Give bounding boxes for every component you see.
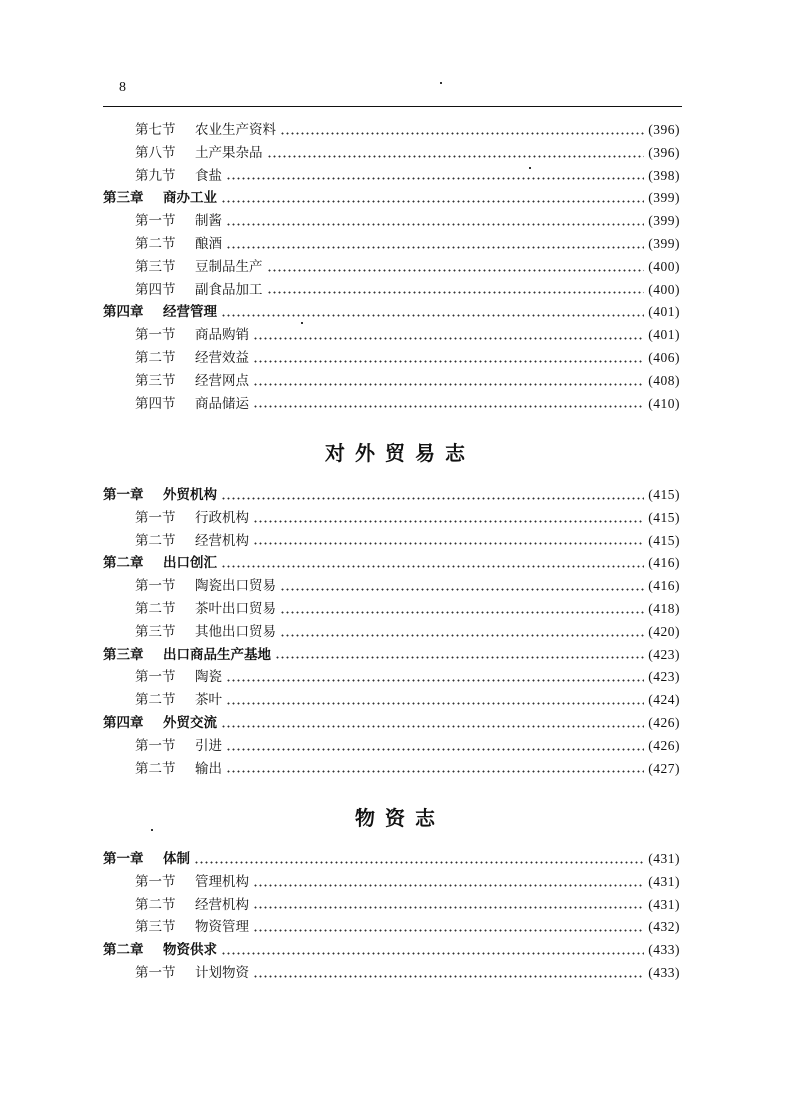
section-number: 第一节 xyxy=(135,964,176,981)
dot-leader xyxy=(221,725,644,728)
page-ref: (406) xyxy=(648,349,680,365)
section-number: 第二节 xyxy=(135,532,176,549)
section-title: 茶叶出口贸易 xyxy=(195,600,276,617)
dot-leader xyxy=(221,497,644,500)
chapter-title: 出口商品生产基地 xyxy=(163,646,271,663)
section-number: 第四节 xyxy=(135,395,176,412)
chapter-number: 第一章 xyxy=(103,487,144,503)
dot-leader xyxy=(226,702,644,705)
section-number: 第三节 xyxy=(135,258,176,275)
page-ref: (416) xyxy=(648,578,680,594)
toc-section-row xyxy=(103,233,680,256)
page-ref: (396) xyxy=(648,122,680,137)
scan-speck xyxy=(529,167,531,169)
section-title: 管理机构 xyxy=(195,873,249,890)
section-title: 计划物资 xyxy=(195,964,249,981)
section-title: 其他出口贸易 xyxy=(195,623,276,640)
toc-section-row xyxy=(103,962,680,985)
toc-section-row xyxy=(103,507,680,530)
toc-chapter-row xyxy=(103,301,680,324)
page-ref: (432) xyxy=(648,919,680,935)
section-title: 副食品加工 xyxy=(195,281,263,298)
dot-leader xyxy=(267,291,645,294)
dot-leader xyxy=(221,565,644,568)
toc-block-commerce xyxy=(103,119,680,415)
section-title: 豆制品生产 xyxy=(195,258,263,275)
toc-section-row xyxy=(103,347,680,370)
section-number: 第四节 xyxy=(135,281,176,298)
section-number: 第八节 xyxy=(135,144,176,161)
toc-section-row xyxy=(103,689,680,712)
section-number: 第三节 xyxy=(135,919,176,936)
chapter-number: 第四章 xyxy=(103,304,144,321)
page-ref: (424) xyxy=(648,692,680,708)
toc-section-row xyxy=(103,871,680,894)
page-ref: (431) xyxy=(648,896,680,912)
section-title: 行政机构 xyxy=(195,509,249,526)
section-title: 陶瓷 xyxy=(195,669,222,686)
chapter-number: 第二章 xyxy=(103,555,144,572)
toc-section-row xyxy=(103,575,680,598)
chapter-number: 第三章 xyxy=(103,646,144,663)
dot-leader xyxy=(253,975,644,978)
toc-section-row xyxy=(103,370,680,393)
toc-section-row xyxy=(103,598,680,621)
chapter-title: 外贸机构 xyxy=(163,487,217,503)
section-title: 商品购销 xyxy=(195,327,249,344)
dot-leader xyxy=(226,770,644,773)
page-number: 8 xyxy=(119,80,126,95)
dot-leader xyxy=(253,884,644,887)
section-title: 经营机构 xyxy=(195,532,249,549)
section-number: 第二节 xyxy=(135,692,176,709)
toc-section-row xyxy=(103,165,680,188)
section-title: 商品储运 xyxy=(195,395,249,412)
page-ref: (399) xyxy=(648,235,680,251)
dot-leader xyxy=(194,861,644,864)
chapter-title: 出口创汇 xyxy=(163,555,217,572)
toc-section-row xyxy=(103,666,680,689)
section-title: 酿酒 xyxy=(195,235,222,252)
part-heading-materials: 物资志 xyxy=(355,806,445,830)
section-number: 第七节 xyxy=(135,122,176,138)
toc-section-row xyxy=(103,210,680,233)
section-title: 茶叶 xyxy=(195,692,222,709)
toc-section-row xyxy=(103,894,680,917)
page-ref: (426) xyxy=(648,737,680,753)
page-ref: (431) xyxy=(648,873,680,889)
part-heading-foreign-trade: 对外贸易志 xyxy=(325,441,475,465)
section-number: 第三节 xyxy=(135,372,176,389)
section-number: 第一节 xyxy=(135,213,176,230)
page-ref: (398) xyxy=(648,167,680,183)
section-number: 第二节 xyxy=(135,760,176,777)
page-ref: (427) xyxy=(648,760,680,776)
chapter-title: 外贸交流 xyxy=(163,714,217,731)
toc-section-row xyxy=(103,142,680,165)
section-title: 经营效益 xyxy=(195,349,249,366)
section-title: 经营机构 xyxy=(195,896,249,913)
chapter-title: 体制 xyxy=(163,851,190,867)
dot-leader xyxy=(267,269,645,272)
toc-section-row xyxy=(103,119,680,142)
dot-leader xyxy=(280,634,644,637)
dot-leader xyxy=(226,223,644,226)
page-ref: (416) xyxy=(648,555,680,571)
section-title: 物资管理 xyxy=(195,919,249,936)
chapter-title: 物资供求 xyxy=(163,942,217,959)
dot-leader xyxy=(226,177,644,180)
section-title: 经营网点 xyxy=(195,372,249,389)
page-ref: (410) xyxy=(648,395,680,411)
dot-leader xyxy=(253,405,644,408)
page-ref: (401) xyxy=(648,327,680,343)
page-ref: (415) xyxy=(648,532,680,548)
page-ref: (433) xyxy=(648,942,680,958)
dot-leader xyxy=(221,200,644,203)
section-number: 第一节 xyxy=(135,873,176,890)
toc-chapter-row xyxy=(103,644,680,667)
dot-leader xyxy=(280,588,644,591)
chapter-number: 第四章 xyxy=(103,714,144,731)
toc-chapter-row xyxy=(103,848,680,871)
page-ref: (415) xyxy=(648,509,680,525)
toc-section-row xyxy=(103,735,680,758)
page-ref: (431) xyxy=(648,851,680,866)
page-ref: (433) xyxy=(648,964,680,980)
toc-section-row xyxy=(103,621,680,644)
section-number: 第九节 xyxy=(135,167,176,184)
chapter-title: 商办工业 xyxy=(163,190,217,207)
toc-section-row xyxy=(103,279,680,302)
section-title: 陶瓷出口贸易 xyxy=(195,578,276,595)
section-number: 第三节 xyxy=(135,623,176,640)
section-number: 第一节 xyxy=(135,509,176,526)
dot-leader xyxy=(221,952,644,955)
page-ref: (399) xyxy=(648,213,680,229)
chapter-number: 第二章 xyxy=(103,942,144,959)
toc-section-row xyxy=(103,916,680,939)
dot-leader xyxy=(253,383,644,386)
section-number: 第一节 xyxy=(135,737,176,754)
section-number: 第二节 xyxy=(135,349,176,366)
page-ref: (399) xyxy=(648,190,680,206)
section-title: 输出 xyxy=(195,760,222,777)
toc-section-row xyxy=(103,324,680,347)
dot-leader xyxy=(267,155,645,158)
page-ref: (400) xyxy=(648,258,680,274)
header-rule xyxy=(103,106,682,107)
scan-speck xyxy=(301,322,303,324)
page-ref: (400) xyxy=(648,281,680,297)
dot-leader xyxy=(253,520,644,523)
toc-block-materials xyxy=(103,848,680,985)
page-ref: (420) xyxy=(648,623,680,639)
section-number: 第一节 xyxy=(135,669,176,686)
toc-block-foreign-trade xyxy=(103,484,680,780)
toc-chapter-row xyxy=(103,552,680,575)
toc-section-row xyxy=(103,530,680,553)
page-ref: (408) xyxy=(648,372,680,388)
toc-chapter-row xyxy=(103,187,680,210)
page-ref: (396) xyxy=(648,144,680,160)
page-ref: (415) xyxy=(648,487,680,502)
dot-leader xyxy=(226,246,644,249)
dot-leader xyxy=(253,360,644,363)
toc-chapter-row xyxy=(103,712,680,735)
page-ref: (426) xyxy=(648,714,680,730)
toc-section-row xyxy=(103,393,680,416)
dot-leader xyxy=(221,314,644,317)
section-title: 制酱 xyxy=(195,213,222,230)
section-number: 第二节 xyxy=(135,600,176,617)
page-ref: (418) xyxy=(648,600,680,616)
toc-chapter-row xyxy=(103,939,680,962)
dot-leader xyxy=(280,132,644,135)
chapter-number: 第一章 xyxy=(103,851,144,867)
chapter-number: 第三章 xyxy=(103,190,144,207)
page-ref: (423) xyxy=(648,669,680,685)
section-title: 引进 xyxy=(195,737,222,754)
page-ref: (423) xyxy=(648,646,680,662)
dot-leader xyxy=(226,748,644,751)
dot-leader xyxy=(253,337,644,340)
toc-section-row xyxy=(103,256,680,279)
section-number: 第一节 xyxy=(135,578,176,595)
dot-leader xyxy=(253,542,644,545)
chapter-title: 经营管理 xyxy=(163,304,217,321)
dot-leader xyxy=(253,929,644,932)
section-number: 第二节 xyxy=(135,896,176,913)
section-title: 土产果杂品 xyxy=(195,144,263,161)
scan-speck xyxy=(440,82,442,84)
dot-leader xyxy=(253,906,644,909)
section-title: 农业生产资料 xyxy=(195,122,276,138)
page-ref: (401) xyxy=(648,304,680,320)
section-number: 第二节 xyxy=(135,235,176,252)
dot-leader xyxy=(280,611,644,614)
section-title: 食盐 xyxy=(195,167,222,184)
dot-leader xyxy=(226,679,644,682)
toc-chapter-row xyxy=(103,484,680,507)
toc-section-row xyxy=(103,758,680,781)
scan-speck xyxy=(151,829,153,831)
dot-leader xyxy=(275,656,644,659)
section-number: 第一节 xyxy=(135,327,176,344)
